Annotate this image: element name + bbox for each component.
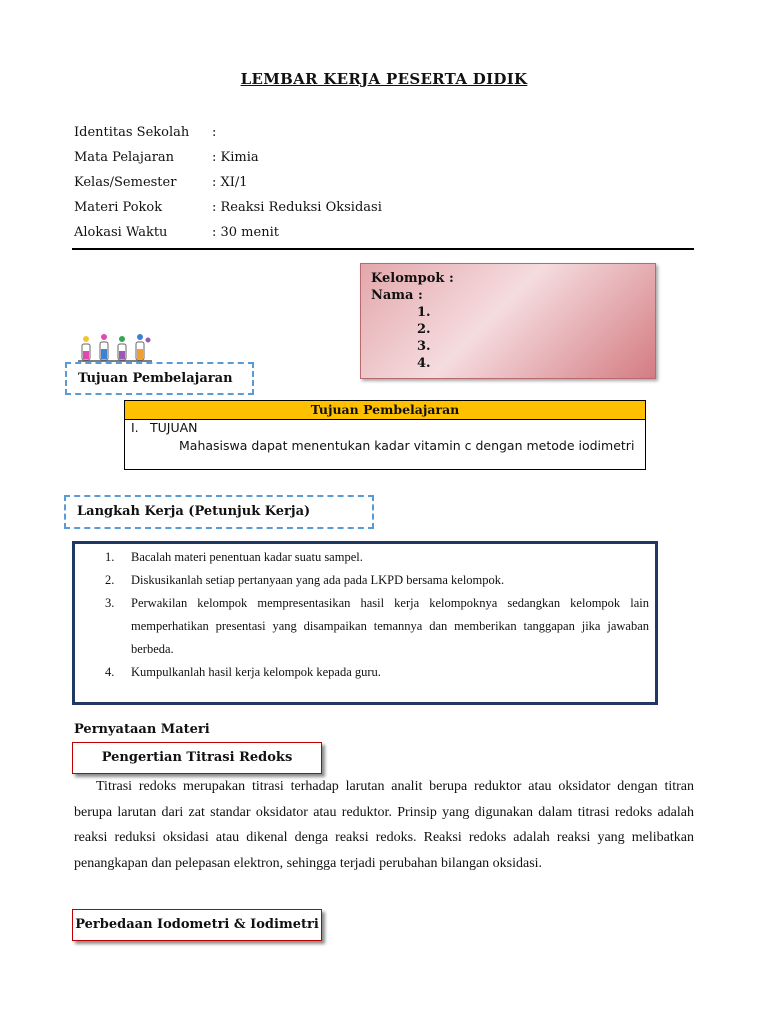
member-number: 4. [417, 356, 431, 371]
step-number: 2. [105, 573, 115, 587]
identitas-value: : [212, 125, 217, 140]
identitas-label: Alokasi Waktu [74, 225, 168, 240]
pengertian-title-box: Pengertian Titrasi Redoks [72, 742, 322, 774]
identitas-label: Identitas Sekolah [74, 125, 190, 140]
identitas-value: : 30 menit [212, 225, 279, 240]
step-number: 4. [105, 665, 115, 679]
step-text: Diskusikanlah setiap pertanyaan yang ada pada LKPD bersama kelompok. [131, 573, 505, 587]
step-number: 1. [105, 550, 115, 564]
list-item [105, 592, 649, 661]
lab-glassware-icon [76, 334, 156, 364]
tujuan-table-header: Tujuan Pembelajaran [125, 401, 645, 420]
document-title: LEMBAR KERJA PESERTA DIDIK [240, 70, 528, 88]
step-text: Kumpulkanlah hasil kerja kelompok kepada guru. [131, 665, 381, 679]
pernyataan-materi-heading: Pernyataan Materi [74, 722, 210, 737]
tujuan-table [124, 400, 646, 470]
step-text: Perwakilan kelompok mempresentasikan hasil kerja kelompoknya sedangkan kelompok lain memperhatikan presentasi yang disampaikan temannya dan memberikan tanggapan jika jawaban berbeda. [131, 596, 649, 656]
identitas-label: Kelas/Semester [74, 175, 177, 190]
header-divider [72, 248, 694, 250]
list-item [105, 661, 649, 684]
member-number: 1. [417, 305, 431, 320]
member-number: 3. [417, 339, 431, 354]
member-number: 2. [417, 322, 431, 337]
identitas-value: : Kimia [212, 150, 259, 165]
langkah-kerja-box [72, 541, 658, 705]
nama-label: Nama : [371, 288, 423, 303]
step-text: Bacalah materi penentuan kadar suatu sampel. [131, 550, 363, 564]
list-item [105, 569, 649, 592]
tujuan-number: I. [131, 420, 139, 435]
perbedaan-title-box: Perbedaan Iodometri & Iodimetri [72, 909, 322, 941]
langkah-section-label: Langkah Kerja (Petunjuk Kerja) [64, 495, 374, 529]
tujuan-heading: TUJUAN [150, 420, 198, 435]
list-item [105, 546, 649, 569]
tujuan-section-label: Tujuan Pembelajaran [65, 362, 254, 395]
identitas-value: : XI/1 [212, 175, 248, 190]
kelompok-label: Kelompok : [371, 271, 454, 286]
step-number: 3. [105, 596, 115, 610]
kelompok-box [360, 263, 656, 379]
pengertian-paragraph: Titrasi redoks merupakan titrasi terhadap larutan analit berupa reduktor atau oksidator dengan titran berupa larutan dari zat standar oksidator atau reduktor. Prinsip yang digunakan dalam titrasi redoks adalah reaksi reduksi oksidasi atau dikenal denga reaksi redoks. Reaksi redoks adalah reaksi yang melibatkan penangkapan dan pelepasan elektron, sehingga terjadi perubahan bilangan oksidasi. [74, 779, 694, 871]
identitas-label: Materi Pokok [74, 200, 163, 215]
identitas-value: : Reaksi Reduksi Oksidasi [212, 200, 382, 215]
identitas-label: Mata Pelajaran [74, 150, 175, 165]
tujuan-text: Mahasiswa dapat menentukan kadar vitamin c dengan metode iodimetri [179, 438, 635, 453]
